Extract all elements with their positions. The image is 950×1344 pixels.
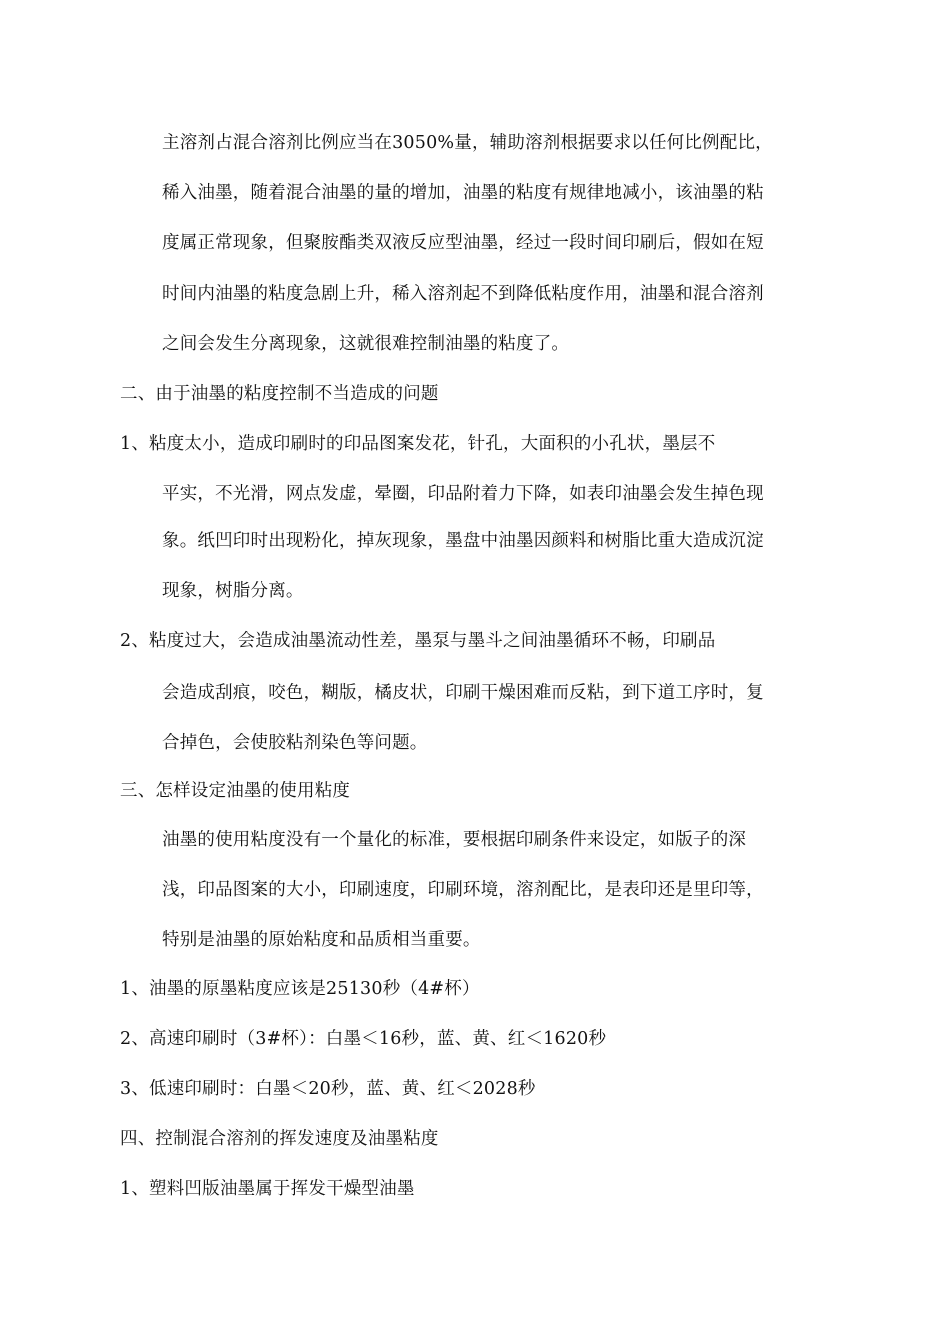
list-item: 1、油墨的原墨粘度应该是25130秒（4#杯） (120, 979, 480, 999)
paragraph-line: 油墨的使用粘度没有一个量化的标准，要根据印刷条件来设定，如版子的深 (162, 830, 747, 850)
list-item-continuation: 平实，不光滑，网点发虚，晕圈，印品附着力下降，如表印油墨会发生掉色现 (162, 484, 764, 504)
list-item-continuation: 现象，树脂分离。 (162, 581, 304, 601)
paragraph-line: 时间内油墨的粘度急剧上升，稀入溶剂起不到降低粘度作用，油墨和混合溶剂 (162, 284, 764, 304)
section-heading: 三、怎样设定油墨的使用粘度 (120, 781, 351, 801)
list-item: 2、粘度过大，会造成油墨流动性差，墨泵与墨斗之间油墨循环不畅，印刷品 (120, 631, 716, 651)
paragraph-line: 稀入油墨，随着混合油墨的量的增加，油墨的粘度有规律地减小，该油墨的粘 (162, 183, 764, 203)
section-heading: 二、由于油墨的粘度控制不当造成的问题 (120, 384, 439, 404)
list-item-continuation: 会造成刮痕，咬色，糊版，橘皮状，印刷干燥困难而反粘，到下道工序时，复 (162, 683, 764, 703)
paragraph-line: 特别是油墨的原始粘度和品质相当重要。 (162, 930, 481, 950)
section-heading: 四、控制混合溶剂的挥发速度及油墨粘度 (120, 1129, 439, 1149)
list-item: 3、低速印刷时：白墨＜20秒，蓝、黄、红＜2028秒 (120, 1079, 536, 1099)
list-item: 1、塑料凹版油墨属于挥发干燥型油墨 (120, 1179, 415, 1199)
list-item: 1、粘度太小，造成印刷时的印品图案发花，针孔，大面积的小孔状，墨层不 (120, 434, 716, 454)
paragraph-line: 主溶剂占混合溶剂比例应当在3050%量，辅助溶剂根据要求以任何比例配比， (162, 133, 773, 153)
paragraph-line: 度属正常现象，但聚胺酯类双液反应型油墨，经过一段时间印刷后，假如在短 (162, 233, 764, 253)
list-item-continuation: 象。纸凹印时出现粉化，掉灰现象，墨盘中油墨因颜料和树脂比重大造成沉淀 (162, 531, 764, 551)
paragraph-line: 浅，印品图案的大小，印刷速度，印刷环境，溶剂配比，是表印还是里印等， (162, 880, 764, 900)
paragraph-line: 之间会发生分离现象，这就很难控制油墨的粘度了。 (162, 334, 570, 354)
list-item: 2、高速印刷时（3#杯）：白墨＜16秒，蓝、黄、红＜1620秒 (120, 1029, 607, 1049)
list-item-continuation: 合掉色，会使胶粘剂染色等问题。 (162, 733, 428, 753)
